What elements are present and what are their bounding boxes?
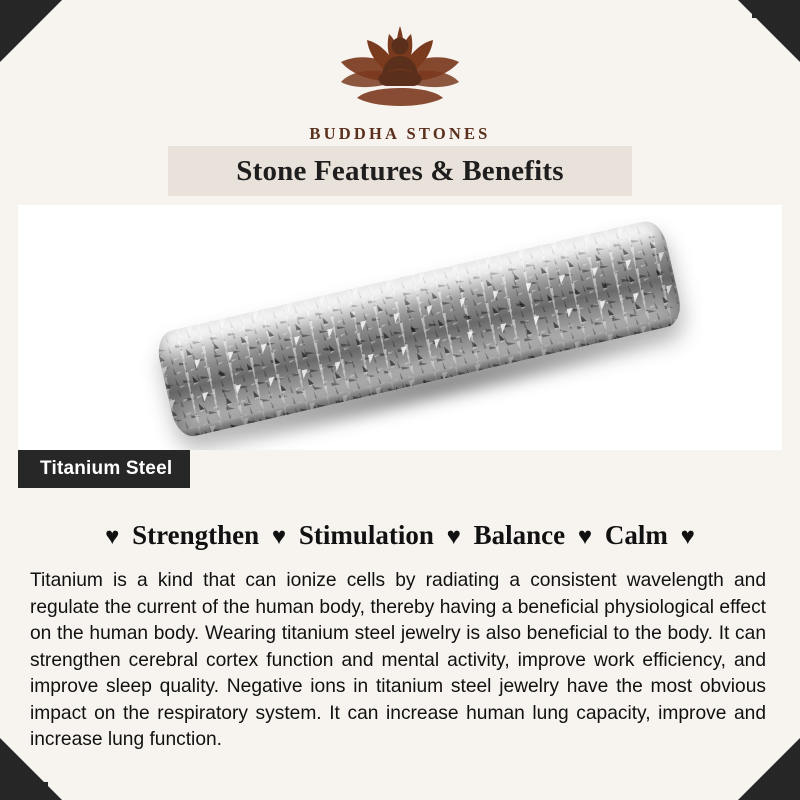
benefit-balance: Balance [473, 520, 566, 550]
brand-logo-block [0, 18, 800, 144]
benefit-calm: Calm [604, 520, 668, 550]
heart-icon-2: ♥ [446, 524, 461, 550]
heart-icon-3: ♥ [577, 524, 593, 550]
title-banner [168, 146, 632, 196]
heart-icon-4: ♥ [680, 524, 695, 550]
stone-name-label: Titanium Steel [18, 450, 190, 488]
page-title: Stone Features & Benefits [236, 154, 564, 187]
benefits-line [18, 520, 782, 551]
lotus-meditation-icon [307, 18, 493, 122]
hero-image [18, 205, 782, 450]
description-paragraph: Titanium is a kind that can ionize cells by radiating a consistent wavelength and regulate the current of the human body, thereby having a beneficial physiological effect on the human body. Wearing titanium steel jewelry is also beneficial to the body. It can strengthen cerebral cortex function and mental activity, improve work efficiency, and improve sleep quality. Negative ions in titanium steel jewelry have the most obvious impact on the respiratory system. It can increase human lung capacity, improve and increase lung function. [30, 570, 766, 750]
heart-icon-1: ♥ [271, 524, 287, 550]
benefit-stimulation: Stimulation [298, 520, 434, 550]
titanium-steel-crystal-bar [123, 205, 714, 450]
benefit-strengthen: Strengthen [132, 520, 260, 550]
brand-name: BUDDHA STONES [309, 124, 491, 143]
heart-icon-0: ♥ [105, 524, 120, 550]
